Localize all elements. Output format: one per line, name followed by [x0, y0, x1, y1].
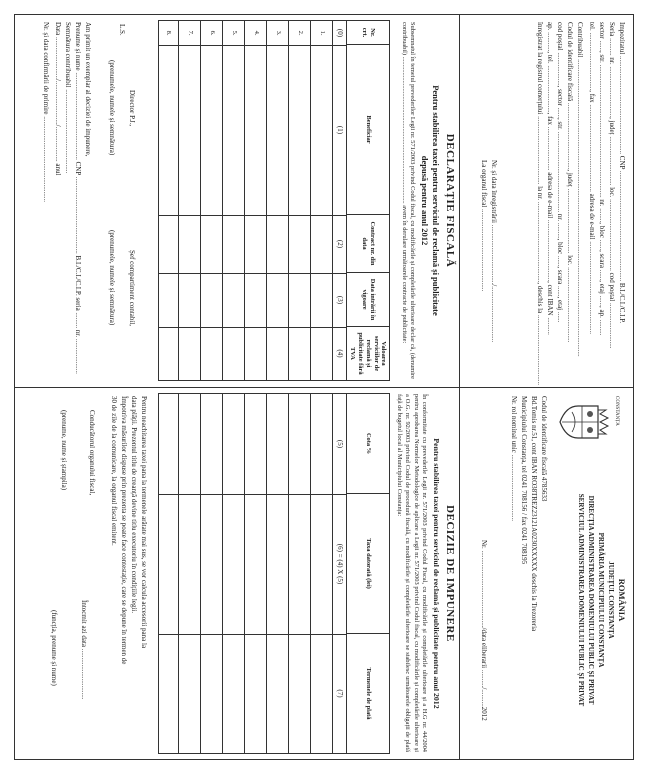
col-termene-plata: Termenele de plată [364, 667, 372, 720]
contributor-line-2: Codul de identificare fiscală ......................................, județ ..................................... loc. ........................................... [566, 22, 574, 343]
row-number: 8. [165, 30, 172, 36]
decision-subtitle: Pentru stabilirea taxei pentru serviciul de reclamă și publicitate pentru anul 2012 [432, 438, 441, 709]
header-romania: ROMÂNIA [617, 578, 627, 622]
grid-row [200, 394, 201, 753]
taxpayer-line-1: Impozitatul ........................................................ CNP ............................................................... B.I./C.I./C.I.P. [618, 22, 626, 324]
row-number: 4. [253, 30, 260, 36]
col-data-intrarii: Data intrării în vigoare [347, 273, 389, 327]
taxpayer-line-2: Seria .......... nr. ............................., județ ............................ loc. ......................................... cod poștal .......................... [608, 22, 616, 349]
col-beneficiar: Beneficiar [347, 45, 389, 215]
decision-title: DECIZIE DE IMPUNERE [444, 505, 456, 642]
col-nr-crt: Nr. crt. [347, 21, 389, 45]
note-line-1: Pentru neachitarea taxei pana la termenele arătate mai sus, se vor calcula accesorii pana la [140, 396, 148, 649]
grid-col [159, 273, 347, 274]
receipt-line-4: Data ......................../........................./.................... anul [54, 22, 62, 176]
col-index-0: (0) [336, 28, 344, 38]
prepared-by-label: Întocmit azi data ............................. [80, 600, 88, 700]
section-separator [459, 14, 460, 760]
registration-line: Nr. și data înregistrării ................................../................................ [490, 160, 498, 343]
col-index-7: (7) [336, 689, 344, 698]
prepared-by-signature: (funcția, prenume și nume) [50, 610, 58, 686]
constanta-crest-icon [558, 400, 612, 444]
registry-line: Nr. rol nominal unic ...................................... [510, 396, 518, 522]
declaration-year: depusă pentru anul 2012 [420, 155, 430, 246]
grid-row [178, 394, 179, 753]
grid-row [200, 21, 201, 380]
grid-row [266, 21, 267, 380]
grid-row [332, 394, 333, 753]
col-index-2: (2) [336, 239, 344, 249]
taxpayer-line-4: tel. ................................., fax .................................................. adresa de e-mail ..................................................... [588, 22, 596, 335]
declaration-title: DECLARAȚIE FISCALĂ [444, 133, 456, 268]
declaration-intro: Subsemnatul în temeiul prevederilor Legii nr. 571/2003 privind Codul fiscal, cu modificările și completările ulterioare declar că, (denumire contribuabil) ............................................................................................ avem în derulare următoarele contracte de publicitate: [400, 22, 416, 379]
grid-row [288, 394, 289, 753]
grid-row [288, 21, 289, 380]
grid-row [178, 21, 179, 380]
grid-row [310, 21, 311, 380]
col-cota: Cota % [347, 394, 389, 494]
address-line-2: Municipiului Constanța, tel 0241 708156 / fax 0241 708195 [520, 396, 528, 565]
grid-row [222, 394, 223, 753]
col-index-1: (1) [336, 125, 344, 135]
row-number: 6. [209, 30, 216, 36]
grid-row [310, 394, 311, 753]
col-taxa-datorata: Taxa datorată (lei) [347, 494, 389, 634]
receipt-line-5: Nr. și data confirmării de primire ................................................. [42, 22, 50, 203]
col-index-3: (3) [336, 295, 344, 305]
col-index-6: (6) = (4) X (5) [336, 543, 344, 585]
col-index-4: (4) [336, 349, 344, 358]
grid-row [266, 394, 267, 753]
row-number: 3. [275, 30, 282, 36]
accountant-label: Șef compartiment contabil, [128, 250, 136, 327]
header-divider [346, 394, 347, 753]
fiscal-organ-line: La organul fiscal ............................................... [480, 160, 488, 292]
director-signature: (prenumele, numele și semnătura) [108, 60, 116, 156]
grid-col [159, 634, 347, 635]
taxpayer-line-3: sector ......, str. ............................................................................ nr. ........, bloc ......, scara ......, etaj ......, ap. ......... [598, 22, 606, 336]
grid-col [159, 45, 347, 46]
contributor-line-1: Contribuabil .......................................................................................................................................................................... [576, 22, 584, 357]
col-contract: Contract nr. din data [347, 215, 389, 273]
receipt-line-2: Prenume și nume .................................................. CNP ............................................ B.I./C.I./C.I.P. seria ......... nr. .................... [74, 22, 82, 374]
header-directia: DIRECȚIA ADMINISTRAREA DOMENIULUI PUBLIC ȘI PRIVAT [587, 495, 595, 705]
column-separator [14, 387, 634, 388]
ls-stamp-label: L.S. [118, 24, 126, 36]
contributor-line-5: înregistrat la registrul comerțului ....................................... la nr. .............................................., deschis la ........................................ [536, 22, 544, 385]
receipt-line-3: Semnătura contribuabil ................................................ [64, 22, 72, 174]
col-index-5: (5) [336, 439, 344, 449]
row-number: 5. [231, 30, 238, 36]
issue-number-line: Nr. ............................................/data eliberarii ........../..........2012 [480, 540, 488, 721]
grid-row [332, 21, 333, 380]
declaration-subtitle: Pentru stabilirea taxei pentru serviciul de reclamă și publicitate [431, 85, 441, 316]
note-line-4: 30 de zile de la comunicare, la organul fiscal emitent. [110, 396, 118, 546]
row-number: 2. [297, 30, 304, 36]
grid-row [244, 21, 245, 380]
fiscal-head-signature: (prenume, nume și ștampila) [60, 410, 68, 491]
note-line-2: data plății. Prezentul titlu de creanță devine titlu executoriu în condițiile legii. [130, 396, 138, 614]
director-label: Director P.J., [128, 90, 136, 127]
grid-col [159, 215, 347, 216]
decision-intro: În conformitate cu prevederile Legii nr. 571/2003 privind Codul Fiscal, cu modificările și completările ulterioare și a H.G nr. 44/2004 pentru aprobarea Normelor Metodologice de aplicare a Legii nr. 571/2003 privind Codul fiscal, cu modificările și completările ulterioare și a O.G. nr. 92/2003 privind Codul de procedură fiscală, cu modificările și completările ulterioare se stabilesc următoarele obligații de plată față de bugetul local al Municipiului Constanța: [395, 394, 428, 752]
crest-label: CONSTANȚA [614, 396, 619, 426]
grid-col [159, 494, 347, 495]
contributor-line-3: cod poștal ..................., sector ......, str. .............................................. nr. ........., bloc ......, scara ......, etaj ...... [556, 22, 564, 323]
grid-row [244, 394, 245, 753]
header-serviciul: SERVICIUL ADMINISTRAREA DOMENIULUI PUBLIC ȘI PRIVAT [577, 493, 585, 707]
accountant-signature: (prenumele, numele și semnătura) [108, 230, 116, 326]
fiscal-code: Codul de identificare fiscală 4785633 [540, 396, 548, 502]
grid-col [159, 327, 347, 328]
header-primaria: PRIMĂRIA MUNICIPIULUI CONSTANȚA [597, 532, 605, 668]
row-number: 1. [319, 30, 326, 36]
row-number: 7. [187, 30, 194, 36]
header-judet: JUDEȚUL CONSTANȚA [607, 561, 615, 639]
receipt-line-1: Am primit un exemplar al deciziei de impunere, [84, 22, 92, 157]
fiscal-head-label: Conducătorul organului fiscal, [88, 410, 96, 496]
contributor-line-4: ap. ..........., tel. ..........................., fax ......................... adresa de e-mail ..................................., cont IBAN .......... [546, 22, 554, 335]
declaration-table [158, 20, 390, 381]
col-valoare: Valoarea serviciilor de reclamă și publicitate fără TVA [349, 332, 388, 375]
note-line-3: Împotriva măsurilor dispuse prin prezenta se poate face contestație, care se depune în termen de [120, 396, 128, 665]
grid-row [222, 21, 223, 380]
decision-table [158, 393, 390, 754]
address-line-1: Bd.Tomis nr.51, cont IBAN RO38TREZ23121A0230XXXXX deschis la Trezoreria [530, 396, 538, 632]
